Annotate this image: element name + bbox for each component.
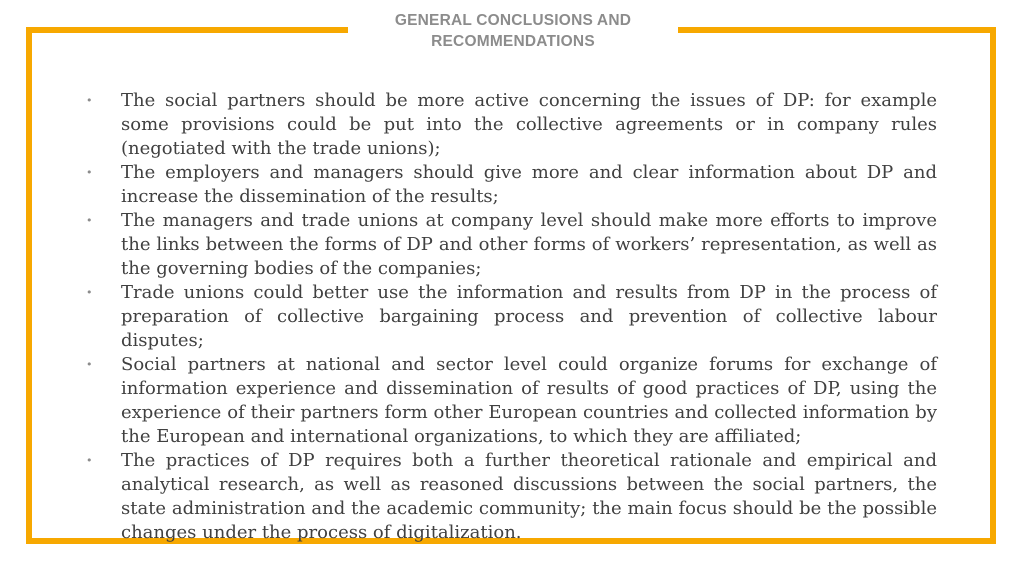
bullet-icon: • — [86, 286, 93, 299]
bullet-icon: • — [86, 166, 93, 179]
bullet-text: The managers and trade unions at company level should make more efforts to improve the links between the forms of DP and other forms of workers’ representation, as well as the governing bodies of the companies; — [121, 210, 937, 279]
list-item — [84, 89, 937, 161]
list-item — [84, 209, 937, 281]
bullet-text: The employers and managers should give more and clear information about DP and increase the dissemination of the results; — [121, 162, 937, 207]
slide-title-line-2: RECOMMENDATIONS — [431, 33, 595, 50]
bullet-text: Social partners at national and sector level could organize forums for exchange of information experience and dissemination of results of good practices of DP, using the experience of their partners form other European countries and collected information by the European and international organizations, to which they are affiliated; — [121, 354, 937, 447]
slide-title-line-1: GENERAL CONCLUSIONS AND — [394, 12, 632, 29]
bullet-icon: • — [86, 358, 93, 371]
bullet-icon: • — [86, 214, 93, 227]
list-item — [84, 449, 937, 545]
bullet-text: Trade unions could better use the information and results from DP in the process of preparation of collective bargaining process and prevention of collective labour disputes; — [121, 282, 937, 351]
list-item — [84, 281, 937, 353]
bullet-text: The social partners should be more active concerning the issues of DP: for example some provisions could be put into the collective agreements or in company rules (negotiated with the trade unions); — [121, 90, 937, 159]
slide-title — [348, 10, 678, 52]
bullet-icon: • — [86, 454, 93, 467]
bullet-text: The practices of DP requires both a further theoretical rationale and empirical and analytical research, as well as reasoned discussions between the social partners, the state administration and the academic community; the main focus should be the possible changes under the process of digitalization. — [121, 450, 937, 543]
recommendations-list — [84, 89, 937, 545]
list-item — [84, 353, 937, 449]
list-item — [84, 161, 937, 209]
bullet-icon: • — [86, 94, 93, 107]
